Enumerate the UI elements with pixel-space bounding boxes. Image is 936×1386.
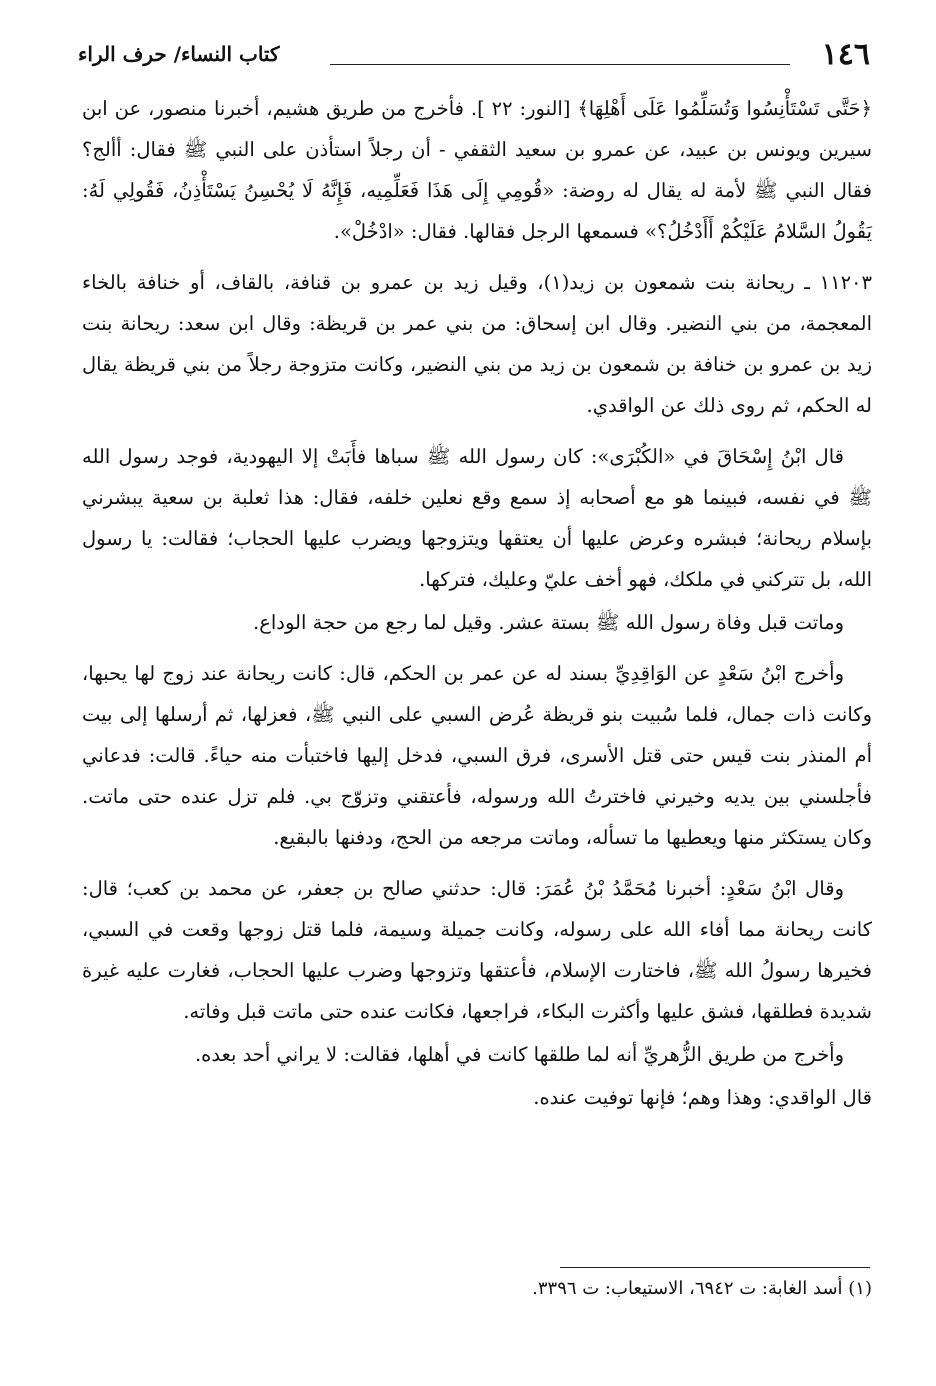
paragraph-8: قال الواقدي: وهذا وهم؛ فإنها توفيت عنده. — [533, 1086, 872, 1109]
running-head: كتاب النساء/ حرف الراء — [78, 42, 280, 66]
paragraph-3: قال ابْنُ إِسْحَاقَ في «الكُبْرَى»: كان رسول الله ﷺ سباها فأَبَتْ إلا اليهودية، فوجد رسول الله ﷺ في نفسه، فبينما هو مع أصحابه إذ سمع وقع نعلين خلفه، فقال: هذا ثعلبة بن سعية يبشرني بإسلام ريحانة؛ فبشره وعرض عليها أن يعتقها ويتزوجها ويضرب عليها الحجاب؛ فقالت: يا رسول الله، بل تتركني في ملكك، فهو أخف عليّ وعليك، فتركها. — [82, 445, 872, 591]
footnote: (١) أسد الغابة: ت ٦٩٤٢، الاستيعاب: ت ٣٣٩٦. — [532, 1278, 872, 1299]
page-header — [78, 34, 870, 74]
paragraph-4: وماتت قبل وفاة رسول الله ﷺ بستة عشر. وقيل لما رجع من حجة الوداع. — [253, 611, 844, 634]
header-rule — [330, 64, 790, 65]
paragraph-1: ﴿حَتَّى تَسْتَأْنِسُوا وَتُسَلِّمُوا عَلَى أَهْلِهَا﴾ [النور: ٢٢ ]. فأخرج من طريق هشيم، أخبرنا منصور، عن ابن سيرين ويونس بن عبيد، عن عمرو بن سعيد الثقفي - أن رجلاً استأذن على النبي ﷺ فقال: أألج؟ فقال النبي ﷺ لأمة له يقال له روضة: «قُومِي إِلَى هَذَا فَعَلِّمِيه، فَإِنَّهُ لَا يُحْسِنُ يَسْتَأْذِنُ، فَقُولِي لَهُ: يَقُولُ السَّلامُ عَلَيْكُمْ أَأَدْخُلُ؟» فسمعها الرجل فقالها. فقال: «ادْخُلْ». — [82, 97, 872, 243]
paragraph-6: وقال ابْنُ سَعْدٍ: أخبرنا مُحَمَّدُ بْنُ عُمَرَ: قال: حدثني صالح بن جعفر، عن محمد بن كعب؛ قال: كانت ريحانة مما أفاء الله على رسوله، وكانت جميلة وسيمة، فلما قتل زوجها وقعت في السبي، فخيرها رسولُ الله ﷺ، فاختارت الإسلام، فأعتقها وتزوجها وضرب عليها الحجاب، فغارت عليه غيرة شديدة فطلقها، فشق عليها وأكثرت البكاء، فراجعها، فكانت عنده حتى ماتت قبل وفاته. — [82, 877, 872, 1023]
footnote-rule — [560, 1267, 870, 1268]
paragraph-5: وأخرج ابْنُ سَعْدٍ عن الوَاقِدِيِّ بسند له عن عمر بن الحكم، قال: كانت ريحانة عند زوج لها يحبها، وكانت ذات جمال، فلما سُبيت بنو قريظة عُرض السبي على النبي ﷺ، فعزلها، ثم أرسلها إلى بيت أم المنذر بنت قيس حتى قتل الأسرى، فرق السبي، فدخل إليها فاختبأت منه حياءً. قالت: فدعاني فأجلسني بين يديه وخيرني فاخترتُ الله ورسوله، فأعتقني وتزوّج بي. فلم تزل عنده حتى ماتت. وكان يستكثر منها ويعطيها ما تسأله، وماتت مرجعه من الحج، ودفنها بالبقيع. — [82, 662, 872, 849]
body-text — [82, 88, 872, 1120]
paragraph-7: وأخرج من طريق الزُّهريِّ أنه لما طلقها كانت في أهلها، فقالت: لا يراني أحد بعده. — [194, 1043, 844, 1066]
entry-paragraph: ١١٢٠٣ ـ ريحانة بنت شمعون بن زيد(١)، وقيل زيد بن عمرو بن قنافة، بالقاف، أو خنافة بالخاء المعجمة، من بني النضير. وقال ابن إسحاق: من بني عمر بن قريظة: وقال ابن سعد: ريحانة بنت زيد بن عمرو بن خنافة بن شمعون بن زيد من بني النضير، وكانت متزوجة رجلاً من بني قريظة يقال له الحكم، ثم روى ذلك عن الواقدي. — [82, 271, 872, 417]
page-number: ١٤٦ — [821, 36, 870, 72]
